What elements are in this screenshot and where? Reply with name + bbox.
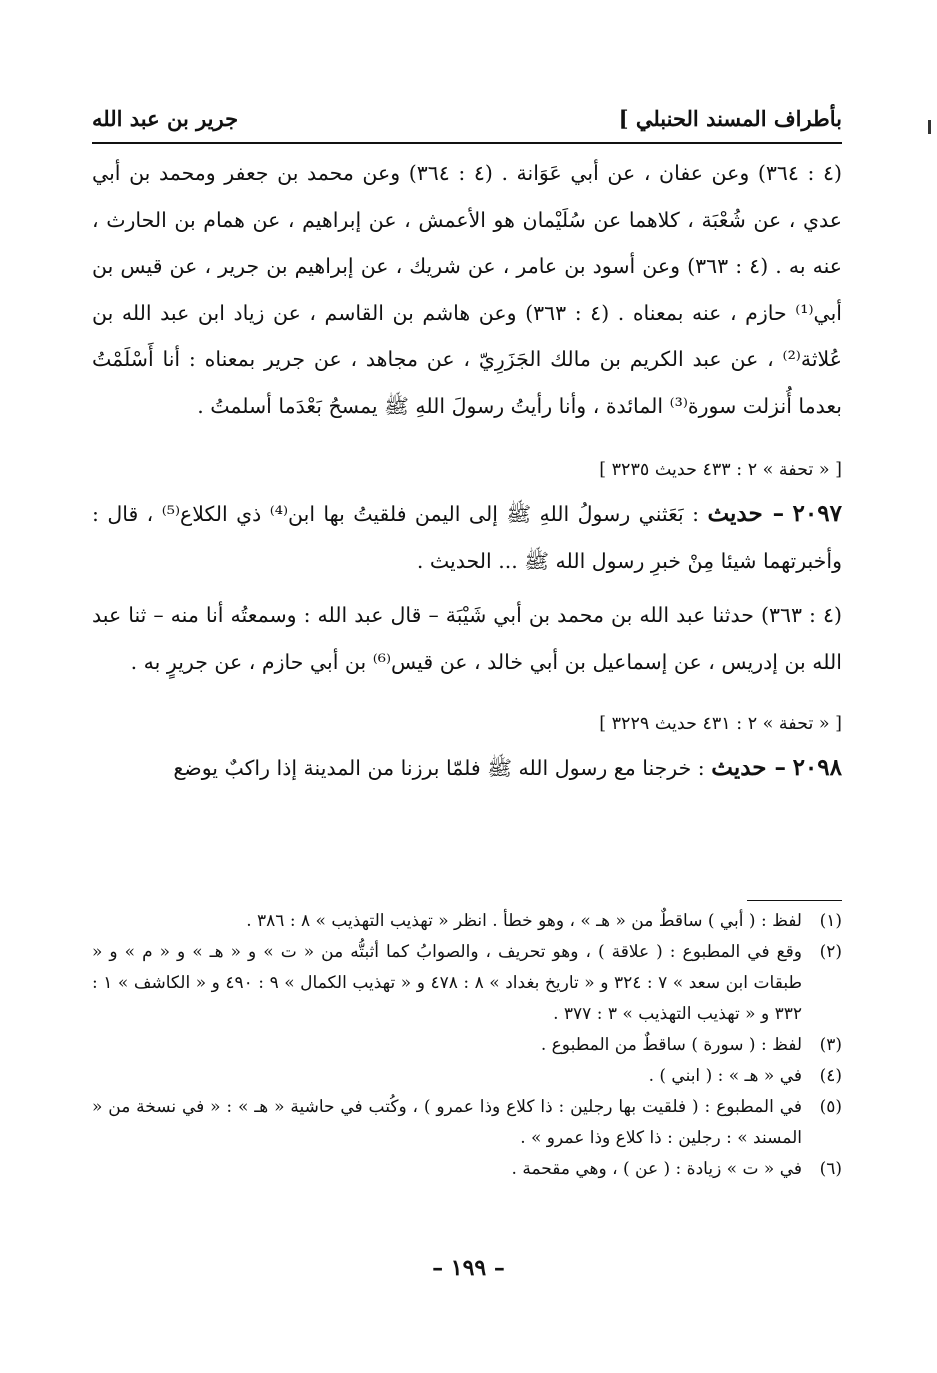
footnote [92,1092,842,1154]
footnote [92,1154,842,1185]
footnote-number: (٤) [819,1066,842,1086]
footnote-rule [747,900,842,901]
footnote-text: في « ت » زيادة : ( عن ) ، وهي مقحمة . [511,1159,802,1179]
running-header [92,96,842,140]
page-number: – ١٩٩ – [432,1255,505,1281]
hadith-text: : خرجنا مع رسول الله ﷺ فلمّا برزنا من المدينة إذا راكبٌ يوضع [173,756,705,780]
hadith-label: – حديث [711,754,787,781]
paragraph-isnad-2097: (٤ : ٣٦٣) حدثنا عبد الله بن محمد بن أبي شَيْبَة – قال عبد الله : وسمعتُه أنا منه – ثنا عبد الله بن إدريس ، عن إسماعيل بن أبي خالد ، عن قيس⁽⁶⁾ بن أبي حازم ، عن جريرٍ به . [92,603,842,674]
footnote-text: وقع في المطبوع : ( علاقة ) ، وهو تحريف ، والصوابُ كما أثبتُّه من « ت » و « هـ » و « م » و « طبقات ابن سعد » ٧ : ٣٢٤ و « تاريخ بغداد » ٨ : ٤٧٨ و « تهذيب الكمال » ٩ : ٤٩٠ و « الكاشف » ١ : ٣٣٢ و « تهذيب التهذيب » ٣ : ٣٧٧ . [92,942,802,1024]
hadith-number: ٢٠٩٨ [792,754,842,781]
footnote-text: لفظ : ( سورة ) ساقطٌ من المطبوع . [540,1035,802,1055]
header-book-title: بأطراف المسند الحنبلي ] [618,105,842,131]
header-chapter-title: جرير بن عبد الله [92,105,239,131]
paragraph-isnad-variants: (٤ : ٣٦٤) وعن عفان ، عن أبي عَوَانة . (٤ : ٣٦٤) وعن محمد بن جعفر ومحمد بن أبي عدي ، عن شُعْبَة ، كلاهما عن سُلَيْمان هو الأعمش ، عن إبراهيم ، عن همام بن الحارث ، عنه به . (٤ : ٣٦٣) وعن أسود بن عامر ، عن شريك ، عن إبراهيم بن جرير ، عن قيس بن أبي⁽¹⁾ حازم ، عنه بمعناه . (٤ : ٣٦٣) وعن هاشم بن القاسم ، عن زياد ابن عبد الله بن عُلاثة⁽²⁾ ، عن عبد الكريم بن مالك الجَزَرِيّ ، عن مجاهد ، عن جرير بمعناه : أنا أَسْلَمْتُ بعدما أُنزلت سورة⁽³⁾ المائدة ، وأنا رأيتُ رسولَ اللهِ ﷺ يمسحُ بَعْدَما أسلمتُ . [92,161,843,418]
footnote [92,937,842,1030]
footnote-number: (٥) [819,1097,842,1117]
footnote-text: في المطبوع : ( فلقيت بها رجلين : ذا كلاع وذا عمرو ) ، وكُتب في حاشية « هـ » : « في نسخة من « المسند » : رجلين : ذا كلاع وذا عمرو » . [92,1097,802,1148]
hadith-2097 [92,491,842,584]
hadith-number: ٢٠٩٧ [792,500,842,527]
hadith-2098 [92,745,842,792]
tuhfa-reference: [ « تحفة » ٢ : ٤٣٣ حديث ٣٢٣٥ ] [599,460,842,480]
footnote-text: لفظ : ( أبي ) ساقطٌ من « هـ » ، وهو خطأ . انظر « تهذيب التهذيب » ٨ : ٣٨٦ . [246,911,802,931]
hadith-text: : بَعَثني رسولُ اللهِ ﷺ إلى اليمن فلقيتُ بها ابن⁽⁴⁾ ذي الكلاع⁽⁵⁾ ، قال : وأخبرتهما شيئا مِنْ خبرِ رسول الله ﷺ ... الحديث . [92,502,842,573]
tuhfa-reference: [ « تحفة » ٢ : ٤٣١ حديث ٣٢٢٩ ] [599,714,842,734]
footnote-number: (٦) [819,1159,842,1179]
footnotes [92,906,842,1185]
footnote [92,1030,842,1061]
footnote-number: (٢) [819,942,842,962]
footnote [92,906,842,937]
footnote [92,1061,842,1092]
footnote-text: في « هـ » : ( ابني ) . [648,1066,802,1086]
hadith-label: – حديث [707,500,785,527]
footnote-number: (٣) [819,1035,842,1055]
main-text [92,150,842,792]
footnote-number: (١) [819,911,842,931]
margin-mark [928,120,931,134]
header-rule [92,142,842,144]
